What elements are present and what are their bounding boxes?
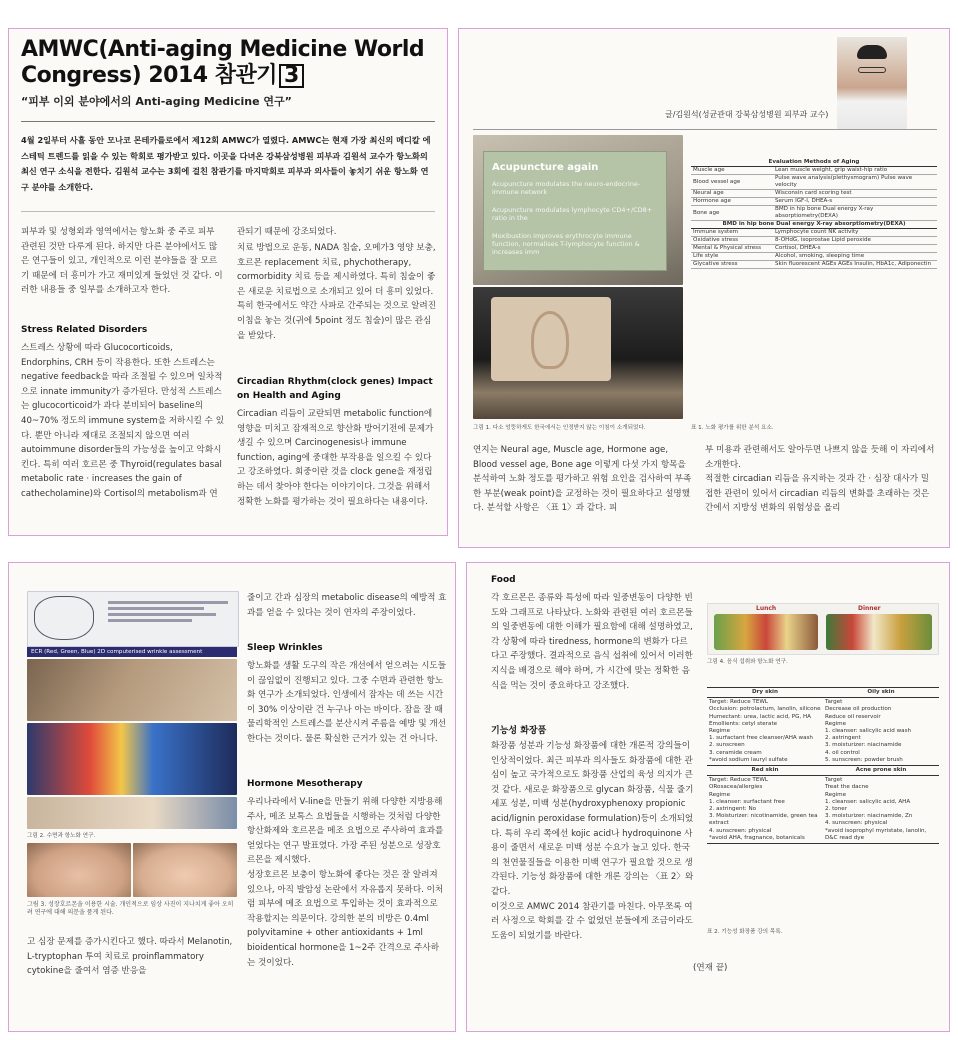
body-column-1-stress: 스트레스 상황에 따라 Glucocorticoids, Endorphins, CRH 등이 작용한다. 또한 스트레스는 negative feedback을 따라 조절될 수 있으며 일차적으로 innate immunity가 증가된다. 만성적 스트레스는 glucocorticoid가 과다 분비되어 baseline의 40~70% 정도의 immune system을 저하시킬 수 있다. 뿐만 아니라 제대로 조절되지 않으면 여러 autoimmune disorder들의 가능성을 높이고 악화시킨다. 특히 여러 호르몬 중 Thyroid(regulates basal metabolic rate · increases the gain of cathecholamine)와 Cortisol의 metabolism과 연 <box>21 343 225 499</box>
article-page-4 <box>466 562 950 1032</box>
slide-bullet-3: Moxibustion improves erythrocyte immune function, normalises T-lymphocyte function & increases imm <box>492 232 640 256</box>
table-2-header-acne: Acne prone skin <box>823 766 939 776</box>
figure-4-lunch-label: Lunch <box>756 605 777 612</box>
page-3-body-column-2-a: 줄이고 간과 심장의 metabolic disease의 예방적 효과를 얻을 수 있다는 것이 연자의 주장이었다. <box>247 593 447 618</box>
page-2-body-column-1: 연지는 Neural age, Muscle age, Hormone age, Blood vessel age, Bone age 이렇게 다섯 가지 항목을 분석하여 노화 정도를 평가하고 위험 요인을 검사하여 부족한 부분(weak point)을 교정하는 것이 필요하다고 설명했다. 분석할 사항은 〈표 1〉과 같다. 피 <box>473 445 692 514</box>
author-byline: 글/김원석(성균관대 강북삼성병원 피부과 교수) <box>665 110 829 119</box>
table-row: Blood vessel age Pulse wave analysis(plethysmogram) Pulse wave velocity <box>691 175 937 190</box>
slide-bullet-2: Acupuncture modulates lymphocyte CD4+/CD8+ ratio in the <box>492 206 653 222</box>
title-line-2: Congress) 2014 참관기 <box>21 63 277 88</box>
figure-3-before-photo <box>27 843 131 897</box>
body-column-1-intro: 피부과 및 성형외과 영역에서는 항노화 중 주로 피부 관련된 것만 다루게 된다. 하지만 다른 분야에서도 많은 연구들이 있고, 개인적으로 이런 분야들을 잘 모르기 때문에 더 흥미가 가고 재미있게 들었던 것 같다. 이러한 내용들 중 일부를 소개하고자 한다. <box>21 227 223 296</box>
byline-rule <box>473 129 937 130</box>
table-2-caption: 표 2. 기능성 화장품 강의 목록. <box>707 929 783 935</box>
page-4-body-food: 각 호르몬은 종류와 특성에 따라 일중변동이 다양한 빈도와 그래프로 나타났다. 노화와 관련된 여러 호르몬들의 일중변동에 대한 이해가 필요함에 대해 설명하였고, 각 상황에 따라 tiredness, hormone의 변화가 다르다고 주장했다. 결과적으로 음식 섭취에 있어서 이러한 지식을 배경으로 해야 하며, 가 시간에 맞는 정확한 음식을 먹는 것이 중요하다고 강조했다. <box>491 593 693 691</box>
heading-sleep-wrinkles: Sleep Wrinkles <box>247 643 323 653</box>
body-column-2-a: 관되기 때문에 강조되었다. <box>237 227 337 237</box>
figure-2-sleeping-photo <box>27 797 237 829</box>
table-row: Oxidative stress 8-OHdG, isoprostae Lipid peroxide <box>691 237 937 245</box>
table-1-subheader: BMD in hip bone Dual energy X-ray absorptiometry(DEXA) <box>691 221 937 229</box>
article-page-3 <box>8 562 456 1032</box>
figure-1-slide-photo <box>473 135 683 285</box>
table-1-title: Evaluation Methods of Aging <box>691 159 937 167</box>
table-row: Bone age BMD in hip bone Dual energy X-ray absorptiometry(DEXA) <box>691 206 937 221</box>
table-2-header-oily: Oily skin <box>823 688 939 698</box>
author-hair <box>857 45 887 59</box>
heading-cosmeceuticals: 기능성 화장품 <box>491 726 547 736</box>
slide-title: Acupuncture again <box>492 162 599 173</box>
table-row: Life style Alcohol, smoking, sleeping time <box>691 253 937 261</box>
page-4-body-cosmeceuticals: 화장품 성분과 기능성 화장품에 대한 개론적 강의들이 인상적이었다. 최근 피부과 의사들도 화장품에 대한 관심이 높고 국가적으로도 화장품 산업의 육성 의지가 큰 것 같다. 새로운 화장품으로 glycan 화장품, 식물 줄기세포 성분, 미백 성분(hydroxyphenoxy propionic acid/lignin peroxidase formulation)등이 소개되었다. 특히 우리 쪽에선 kojic acid나 hydroquinone 사용이 줄면서 새로운 미백 성분 수요가 늘고 있다. 한국의 천연물질들을 이용한 미백 연구가 필요할 것으로 생각된다. 기능성 화장품에 대한 개론 강의는 〈표 2〉와 같다. 이것으로 AMWC 2014 참관기를 마친다. 아무쪼록 여러 사정으로 학회를 갈 수 없었던 분들에게 조금이라도 도움이 되었기를 바란다. <box>491 741 694 941</box>
table-1-caption: 표 1. 노화 평가를 위한 분석 요소. <box>691 425 774 431</box>
heading-stress: Stress Related Disorders <box>21 325 148 335</box>
table-2-red-content: Target: Reduce TEWL ORosacea/allergies Regime 1. cleanser: surfactant free 2. astringent: No 3. Moisturizer: nicotinamide, green tea extract 4. sunscreen: physical *avoid AHA, fragnance, botanicals <box>707 776 823 844</box>
figure-2-label-bar: ECR (Red, Green, Blue) 2D computerised wrinkle assessment <box>27 647 237 657</box>
figure-4-dinner-label: Dinner <box>858 605 881 612</box>
article-title <box>21 37 424 89</box>
figure-2-face-diagram <box>27 591 239 647</box>
table-row: Immune system Lymphocyte count NK activity <box>691 229 937 237</box>
heading-food: Food <box>491 575 516 585</box>
author-glasses <box>858 67 886 73</box>
article-subtitle: “피부 이외 분야에서의 Anti-aging Medicine 연구” <box>21 95 292 108</box>
title-divider <box>21 121 435 122</box>
series-end-mark: (연재 끝) <box>693 963 728 973</box>
figure-4-caption: 그림 4. 음식 섭취와 항노화 연구. <box>707 659 788 665</box>
table-row: Muscle age Lean muscle weight, grip waist-hip ratio <box>691 167 937 175</box>
article-page-2 <box>458 28 950 548</box>
body-column-2-c: Circadian 리듬이 교란되면 metabolic function에 영향을 미치고 잠재적으로 향산화 방어기전에 문제가 생길 수 있으며 Carcinogenesis나 immune function, aging에 중대한 부작용을 일으킬 수 있다고 강조하였다. 회중이란 것을 clock gene을 재정립하는 데서 찾아야 한다는 이야기이다. 그것을 위해서 정확한 노화를 평가하는 것이 필요하다는 내용이다. <box>237 409 434 507</box>
figure-2-caption: 그림 2. 수면과 항노화 연구. <box>27 833 96 839</box>
page-2-body-column-2: 부 미용과 관련해서도 알아두면 나쁘지 않을 듯해 이 자리에서 소개한다. 적절한 circadian 리듬을 유지하는 것과 간 · 심장 대사가 밀접한 관련이 있어서 circadian 리듬의 변화를 초래하는 것은 간에서 지방성 변화의 위험성을 올리 <box>705 445 935 514</box>
table-1-evaluation-methods <box>691 159 937 269</box>
slide-bullet-1: Acupuncture modulates the neuro-endocrine-immune network <box>492 180 641 196</box>
table-2-skin-types <box>707 687 939 844</box>
page-3-body-column-1: 고 심장 문제를 증가시킨다고 했다. 따라서 Melanotin, L-tryptophan 투여 치료로 proinflammatory cytokine을 줄여서 염증 반응을 <box>27 937 233 977</box>
heading-circadian: Circadian Rhythm(clock genes) Impact on Health and Aging <box>237 377 433 401</box>
table-row: Neural age Wisconsin card scoring test <box>691 190 937 198</box>
page-3-body-sleep: 항노화를 생활 도구의 작은 개선에서 얻으려는 시도들이 끊임없이 진행되고 있다. 그중 수면과 관련한 항노화 연구가 소개되었다. 인생에서 잠자는 데 쓰는 시간이 30% 이상이란 건 누구나 아는 바이다. 잠을 잘 때 물리학적인 스트레스를 분산시켜 주름을 예방 및 개선한다는 것이다. 물론 확실한 근거가 있는 건 아니다. <box>247 661 447 744</box>
figure-2-skin-closeup <box>27 659 237 721</box>
author-photo <box>837 37 907 129</box>
table-2-dry-content: Target: Reduce TEWL Occlusion: potrolactum, lanolin, silicone Humectant: urea, lactic acid, PG, HA Emollients: cetyl sterate Regime 1. surfactant free cleanser/AHA wash 2. sunscreen 3. ceramide cream *avoid sodium lauryl sulfate <box>709 699 821 763</box>
figure-3-caption: 그림 3. 성장호르몬을 이용한 시술. 개인적으로 임상 사진이 지나치게 좋아 오히려 연구에 대해 의문을 품게 된다. <box>27 901 234 916</box>
table-2-acne-content: Target Treat the dacne Regime 1. cleanser: salicylic acid, AHA 2. toner 3. moisturizer: niacinamide, Zn 4. sunscreen: physical *avoid isoprophyl myristate, lanolin, D&C read dye <box>823 776 939 844</box>
lead-divider <box>21 211 435 212</box>
table-2-oily-content: Target Decrease oil production Reduce oil reservoir Regime 1. cleanser: salicylic acid wash 2. astringent 3. moisturizer: niacinamide 4. oil control 5. sunscreen: powder brush <box>825 699 912 763</box>
figure-1-ear-photo <box>473 287 683 419</box>
body-column-2-b: 치료 방법으로 운동, NADA 침술, 오메가3 영양 보충, 호르몬 replacement 치료, phychotherapy, cormorbidity 치료 등을 제시하였다. 특히 침술이 좋은 새로운 치료법으로 소개되고 있어 더 흥미 있었다. 특히 한국에서도 약간 사파로 간주되는 것으로 알려진 이침을 놓는 것(귀에 5point 정도 침술)이 많은 관심을 받았다. <box>237 243 437 341</box>
figure-3-after-photo <box>133 843 237 897</box>
table-2-header-dry: Dry skin <box>707 688 823 698</box>
slide-screen <box>483 151 667 271</box>
face-outline <box>34 596 94 640</box>
heading-hormone-mesotherapy: Hormone Mesotherapy <box>247 779 363 789</box>
series-number: 3 <box>279 64 304 88</box>
ear-shape <box>531 311 569 369</box>
table-row: Glycative stress Skin fluorescent AGEs AGEs Insulin, HbA1c, Adiponectin <box>691 261 937 269</box>
article-page-1 <box>8 28 448 536</box>
table-2-header-red: Red skin <box>707 766 823 776</box>
article-lead: 4월 2일부터 사흘 동안 모나코 몬테카를로에서 제12회 AMWC가 열렸다. AMWC는 현재 가장 최신의 메디칼 에스테틱 트렌드를 읽을 수 있는 학회로 평가받고 있다. 이곳을 다녀온 강북삼성병원 피부과 김원석 교수가 항노화의 최신 연구 소식을 전한다. 김원석 교수는 3회에 걸친 참관기를 마지막회로 피부과 의사들이 놓치기 쉬운 항노화 연구 분야를 소개한다. <box>21 135 431 192</box>
lunch-dishes <box>714 614 818 650</box>
dinner-dishes <box>826 614 932 650</box>
figure-1-caption: 그림 1. 다소 엉뚱하게도 한국에서는 인정받지 않는 이침이 소개되었다. <box>473 425 646 431</box>
ear-slide <box>491 297 611 381</box>
table-row: Mental & Physical stress Cortisol, DHEA-s <box>691 245 937 253</box>
page-3-body-hormone: 우리나라에서 V-line을 만들기 위해 다양한 지방용해 주사, 메조 보톡스 요법들을 시행하는 것처럼 다양한 항산화제와 호르몬을 메조 요법으로 주사하여 효과를 얻었다는 연구 발표였다. 가장 주된 성분으로 성장호르몬을 제시했다. 성장호르몬 보충이 항노화에 좋다는 것은 잘 알려져 있으나, 아직 발암성 논란에서 자유롭지 못하다. 이처럼 피부에 메조 요법으로 투입하는 것이 효과적으로 작용할지는 의문이다. 강의한 분의 비방은 0.4ml polyvitamine + other antioxidants + 1ml bioidentical hormone을 1~2주 간격으로 주사하는 것이었다. <box>247 797 444 968</box>
title-line-1: AMWC(Anti-aging Medicine World <box>21 37 425 62</box>
table-row: Hormone age Serum IGF-I, DHEA-s <box>691 198 937 206</box>
figure-4-meal-photo <box>707 603 939 655</box>
figure-2-heatmap <box>27 723 237 795</box>
